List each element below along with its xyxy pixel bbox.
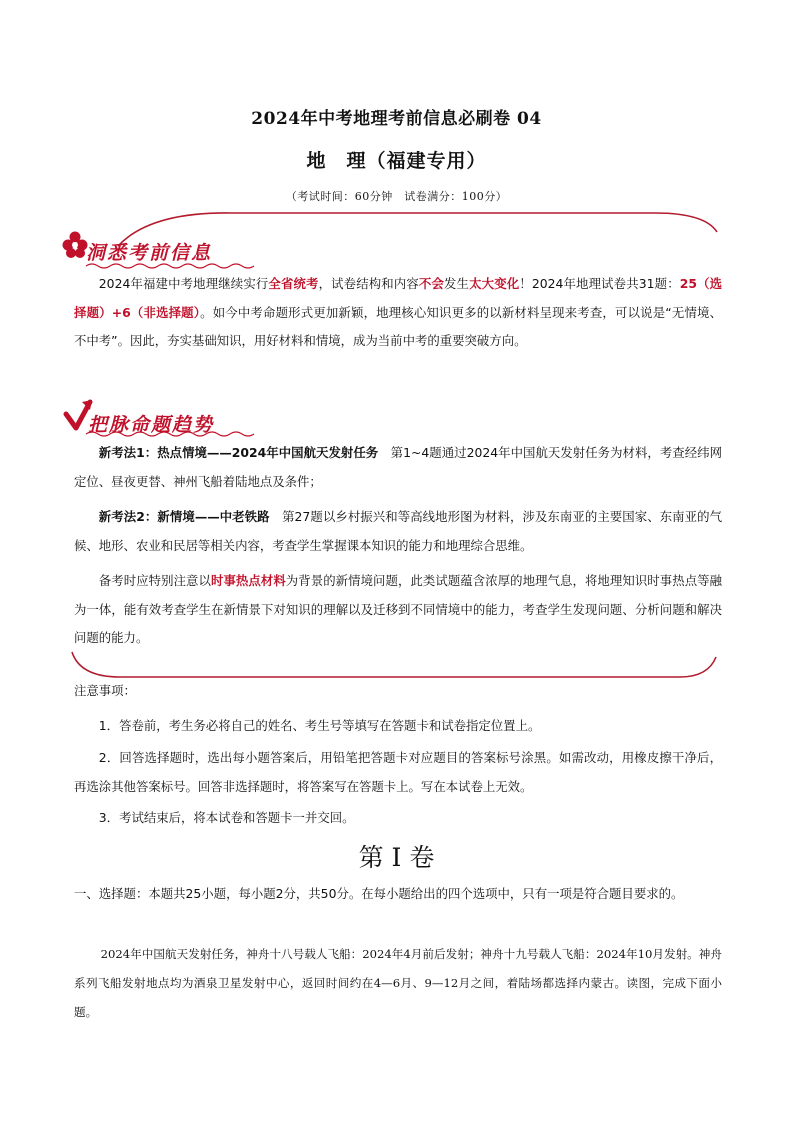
- advice-paragraph: 备考时应特别注意以时事热点材料为背景的新情境问题，此类试题蕴含浓厚的地理气息，将地理知识时事热点等融为一体，能有效考查学生在新情景下对知识的理解以及迁移到不同情境中的能力，考查学生发现问题、分析问题和解决问题的能力。: [74, 573, 723, 645]
- exam-info: （考试时间：60分钟 试卷满分：100分）: [285, 190, 508, 203]
- note-item: 1．答卷前，考生务必将自己的姓名、考生号等填写在答题卡和试卷指定位置上。: [98, 718, 541, 733]
- section-instructions: 一、选择题：本题共25小题，每小题2分，共50分。在每小题给出的四个选项中，只有一项是符合题目要求的。: [74, 886, 684, 901]
- note-item: 2．回答选择题时，选出每小题答案后，用铅笔把答题卡对应题目的答案标号涂黑。如需改动，用橡皮擦干净后，再选涂其他答案标号。回答非选择题时，将答案写在答题卡上。写在本试卷上无效。: [74, 750, 722, 794]
- heading-exam-info: 洞悉考前信息: [86, 242, 213, 264]
- page-subtitle: 地 理（福建专用）: [306, 150, 487, 172]
- question-passage: 2024年中国航天发射任务，神舟十八号载人飞船：2024年4月前后发射；神舟十九号载人飞船：2024年10月发射。神舟系列飞船发射地点均为酒泉卫星发射中心，返回时间约在4—6月、9—12月之间，着陆场都选择内蒙古。读图，完成下面小题。: [74, 947, 722, 1019]
- intro-paragraph: 2024年福建中考地理继续实行全省统考，试卷结构和内容不会发生太大变化！2024年地理试卷共31题：25（选择题）+6（非选择题）。如今中考命题形式更加新颖，地理核心知识更多的以新材料呈现来考查，可以说是“无情境、不中考”。因此，夯实基础知识，用好材料和情境，成为当前中考的重要突破方向。: [74, 276, 723, 348]
- page-title: 2024年中考地理考前信息必刷卷 04: [251, 109, 542, 129]
- notes-title: 注意事项：: [74, 683, 136, 698]
- flower-icon: [62, 231, 88, 259]
- part-title: 第 I 卷: [358, 843, 435, 872]
- heading-trend: 把脉命题趋势: [88, 414, 215, 436]
- new-method-2: 新考法2：新情境——中老铁路 第27题以乡村振兴和等高线地形图为材料，涉及东南亚的主要国家、东南亚的气候、地形、农业和民居等相关内容，考查学生掌握课本知识的能力和地理综合思维。: [74, 509, 722, 553]
- new-method-1: 新考法1：热点情境——2024年中国航天发射任务 第1~4题通过2024年中国航天发射任务为材料，考查经纬网定位、昼夜更替、神州飞船着陆地点及条件；: [74, 445, 723, 489]
- note-item: 3．考试结束后，将本试卷和答题卡一并交回。: [98, 810, 355, 825]
